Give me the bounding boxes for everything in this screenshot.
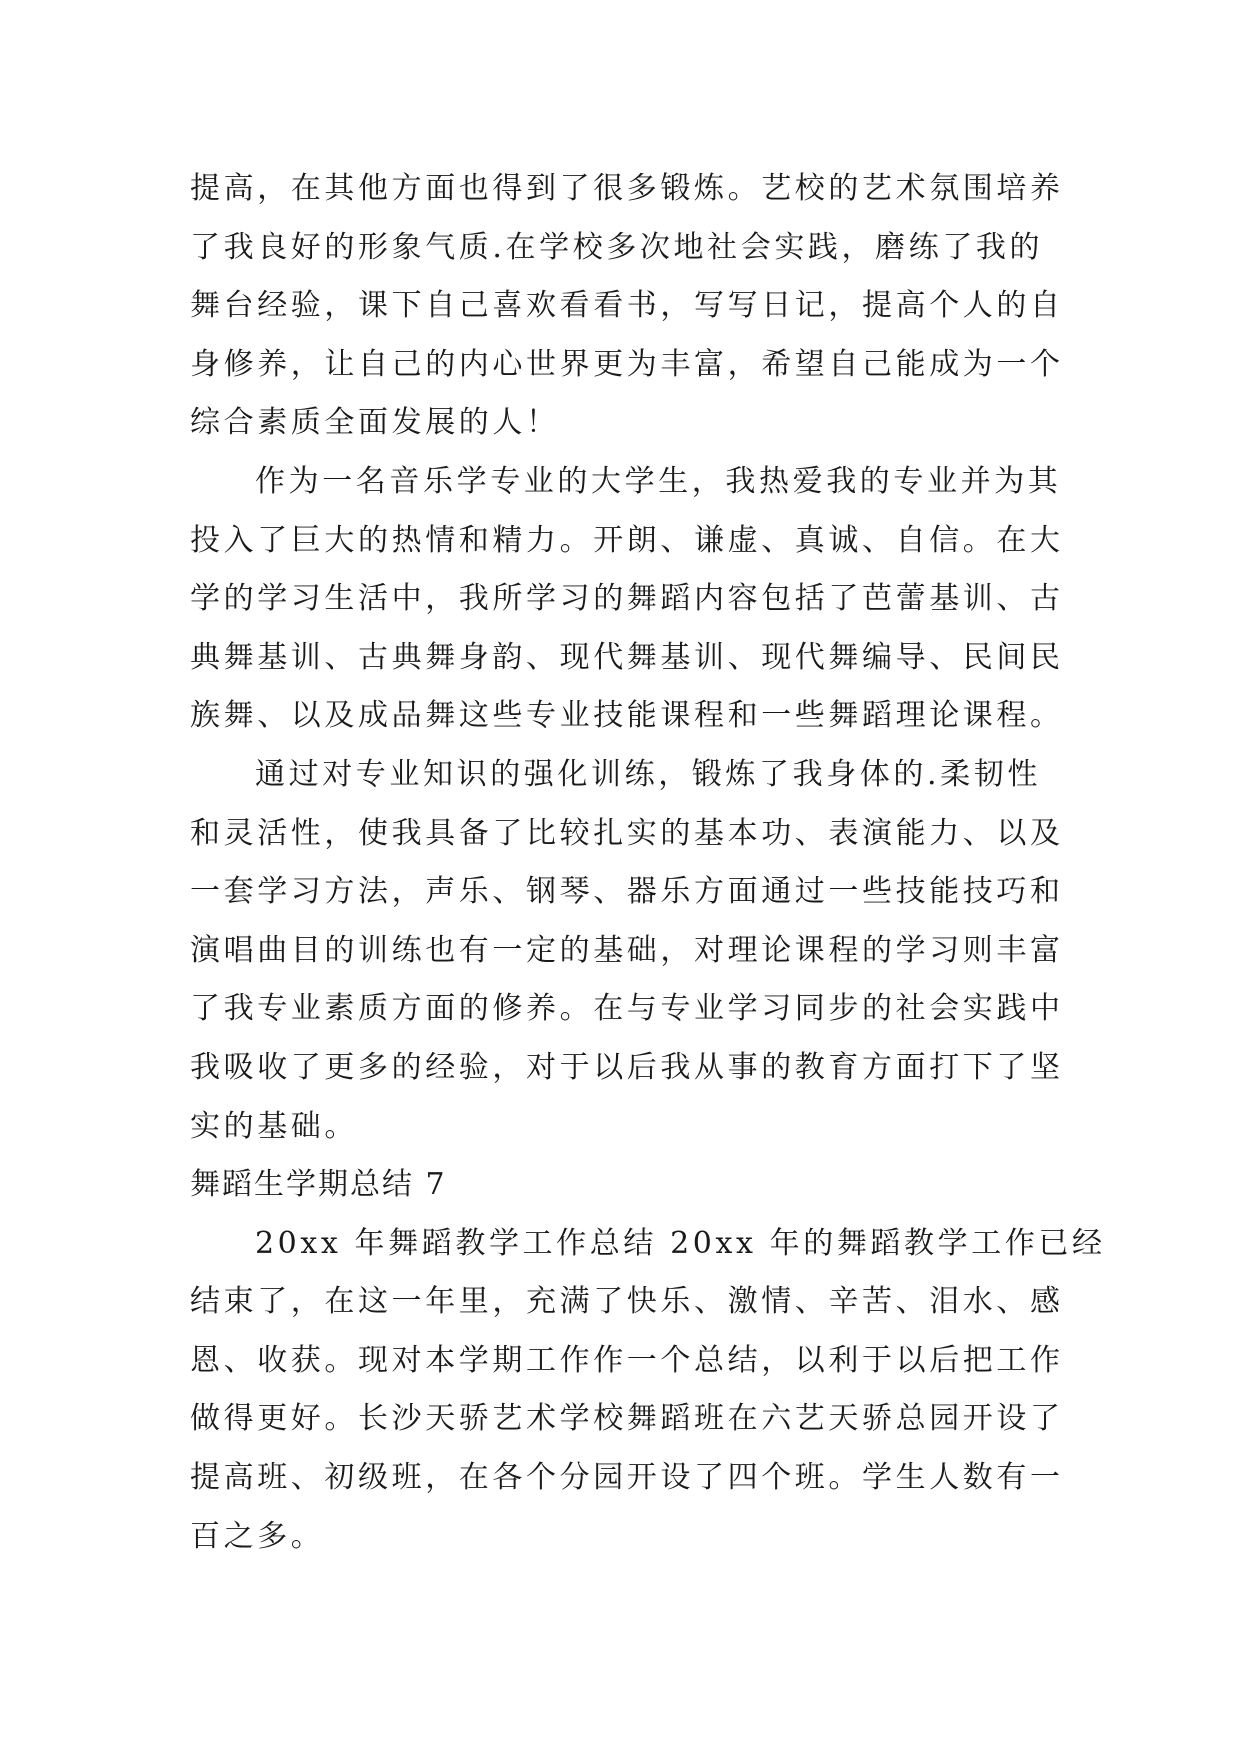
text-line: 做得更好。长沙天骄艺术学校舞蹈班在六艺天骄总园开设了 — [190, 1401, 1064, 1437]
text-line: 通过对专业知识的强化训练，锻炼了我身体的.柔韧性 — [255, 756, 1041, 792]
text-line: 作为一名音乐学专业的大学生，我热爱我的专业并为其 — [255, 463, 1062, 499]
document-body — [190, 160, 1106, 1566]
section-heading: 舞蹈生学期总结 7 — [190, 1167, 447, 1203]
text-line: 20xx 年舞蹈教学工作总结 20xx 年的舞蹈教学工作已经 — [255, 1225, 1106, 1261]
text-line: 结束了，在这一年里，充满了快乐、激情、辛苦、泪水、感 — [190, 1284, 1064, 1320]
text-line: 一套学习方法，声乐、钢琴、器乐方面通过一些技能技巧和 — [190, 874, 1064, 910]
text-line: 提高，在其他方面也得到了很多锻炼。艺校的艺术氛围培养 — [190, 171, 1064, 206]
paragraph — [190, 1215, 1106, 1567]
text-line: 百之多。 — [190, 1518, 325, 1554]
text-line: 学的学习生活中，我所学习的舞蹈内容包括了芭蕾基训、古 — [190, 581, 1064, 617]
text-line: 实的基础。 — [190, 1108, 358, 1144]
text-line: 了我良好的形象气质.在学校多次地社会实践，磨练了我的 — [190, 229, 1044, 265]
text-line: 演唱曲目的训练也有一定的基础，对理论课程的学习则丰富 — [190, 932, 1064, 968]
paragraph — [190, 746, 1070, 1156]
text-line: 身修养，让自己的内心世界更为丰富，希望自己能成为一个 — [190, 346, 1064, 382]
text-line: 提高班、初级班，在各个分园开设了四个班。学生人数有一 — [190, 1460, 1064, 1496]
text-line: 恩、收获。现对本学期工作作一个总结，以利于以后把工作 — [190, 1342, 1064, 1378]
text-line: 和灵活性，使我具备了比较扎实的基本功、表演能力、以及 — [190, 815, 1064, 851]
text-line: 了我专业素质方面的修养。在与专业学习同步的社会实践中 — [190, 991, 1064, 1027]
text-line: 族舞、以及成品舞这些专业技能课程和一些舞蹈理论课程。 — [190, 698, 1064, 734]
text-line: 舞台经验，课下自己喜欢看看书，写写日记，提高个人的自 — [190, 288, 1064, 324]
text-line: 综合素质全面发展的人！ — [190, 405, 560, 441]
paragraph — [190, 453, 1070, 746]
paragraph — [190, 160, 1070, 453]
text-line: 我吸收了更多的经验，对于以后我从事的教育方面打下了坚 — [190, 1049, 1064, 1085]
text-line: 投入了巨大的热情和精力。开朗、谦虚、真诚、自信。在大 — [190, 522, 1064, 558]
text-line: 典舞基训、古典舞身韵、现代舞基训、现代舞编导、民间民 — [190, 639, 1064, 675]
